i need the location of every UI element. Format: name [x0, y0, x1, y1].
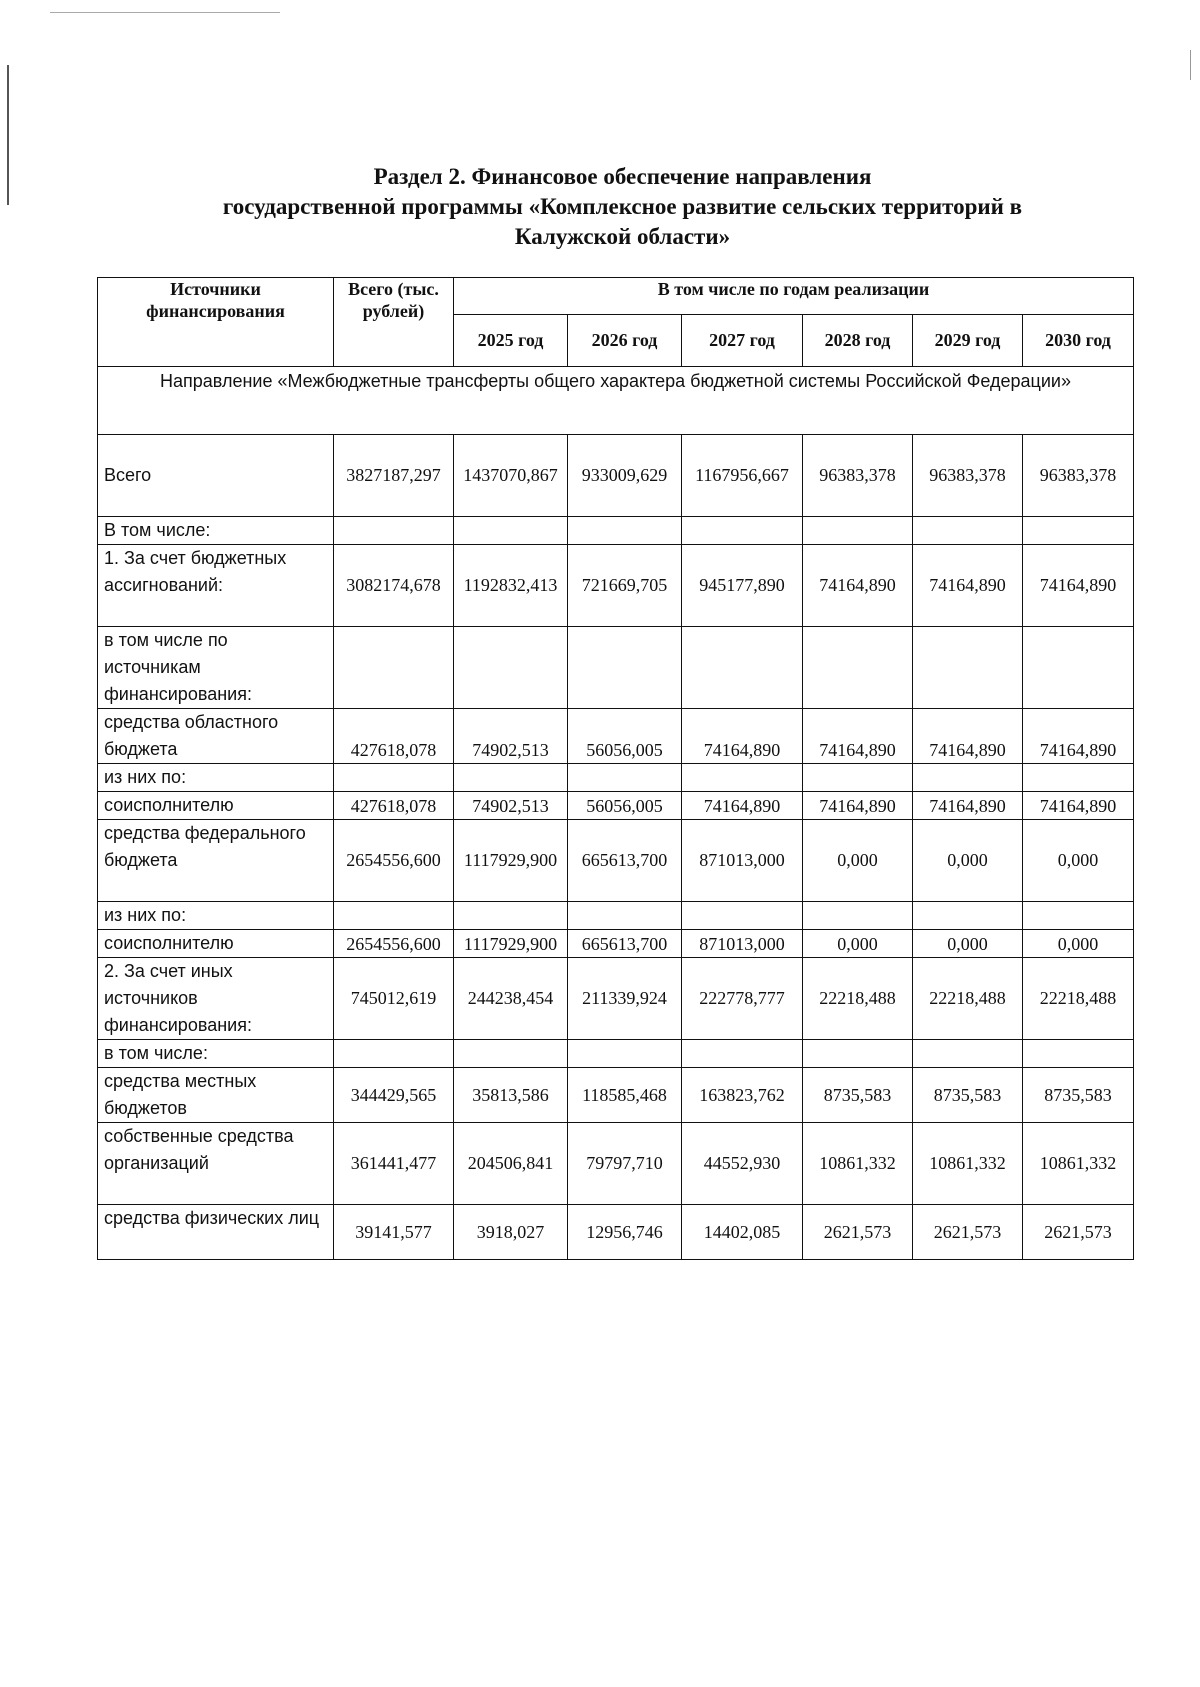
header-year-1: 2026 год — [568, 315, 682, 367]
row-label: средства местных бюджетов — [98, 1068, 334, 1123]
row-value-2025: 244238,454 — [454, 958, 568, 1040]
header-total: Всего (тыс. рублей) — [334, 278, 454, 367]
row-value-2030 — [1023, 1040, 1134, 1068]
row-value-2025: 204506,841 — [454, 1123, 568, 1205]
row-label: соисполнителю — [98, 930, 334, 958]
row-value-2027: 74164,890 — [682, 709, 803, 764]
row-value-2025 — [454, 627, 568, 709]
row-value-2027 — [682, 517, 803, 545]
table-row — [98, 1123, 1134, 1205]
row-total — [334, 1040, 454, 1068]
row-label: 2. За счет иных источников финансирования: — [98, 958, 334, 1040]
row-label: 1. За счет бюджетных ассигнований: — [98, 545, 334, 627]
row-value-2026: 56056,005 — [568, 709, 682, 764]
row-value-2028 — [803, 627, 913, 709]
row-value-2025: 35813,586 — [454, 1068, 568, 1123]
row-value-2029: 96383,378 — [913, 435, 1023, 517]
page-title — [100, 162, 1145, 252]
row-total: 361441,477 — [334, 1123, 454, 1205]
row-value-2029: 74164,890 — [913, 792, 1023, 820]
row-value-2026: 12956,746 — [568, 1205, 682, 1260]
row-value-2027: 222778,777 — [682, 958, 803, 1040]
row-value-2025: 1192832,413 — [454, 545, 568, 627]
row-value-2025 — [454, 902, 568, 930]
header-years-group: В том числе по годам реализации — [454, 278, 1134, 315]
row-value-2025 — [454, 1040, 568, 1068]
row-value-2026: 118585,468 — [568, 1068, 682, 1123]
table-row — [98, 958, 1134, 1040]
header-year-5: 2030 год — [1023, 315, 1134, 367]
row-total: 3827187,297 — [334, 435, 454, 517]
row-value-2029 — [913, 764, 1023, 792]
table-row — [98, 930, 1134, 958]
row-value-2026 — [568, 1040, 682, 1068]
row-value-2030 — [1023, 517, 1134, 545]
header-year-0: 2025 год — [454, 315, 568, 367]
row-value-2025: 74902,513 — [454, 792, 568, 820]
row-value-2025: 1117929,900 — [454, 930, 568, 958]
row-label: средства физических лиц — [98, 1205, 334, 1260]
row-total — [334, 764, 454, 792]
table-row — [98, 764, 1134, 792]
row-value-2027: 1167956,667 — [682, 435, 803, 517]
row-value-2026: 665613,700 — [568, 930, 682, 958]
row-total: 745012,619 — [334, 958, 454, 1040]
scan-mark-top — [50, 12, 280, 13]
row-value-2030: 2621,573 — [1023, 1205, 1134, 1260]
row-label: из них по: — [98, 902, 334, 930]
row-value-2025 — [454, 764, 568, 792]
row-total: 427618,078 — [334, 792, 454, 820]
row-total — [334, 627, 454, 709]
header-year-4: 2029 год — [913, 315, 1023, 367]
row-total — [334, 902, 454, 930]
row-total — [334, 517, 454, 545]
row-value-2028 — [803, 1040, 913, 1068]
row-value-2026: 933009,629 — [568, 435, 682, 517]
header-year-3: 2028 год — [803, 315, 913, 367]
row-value-2030: 96383,378 — [1023, 435, 1134, 517]
row-value-2027 — [682, 902, 803, 930]
row-value-2030: 0,000 — [1023, 820, 1134, 902]
row-value-2029 — [913, 627, 1023, 709]
table-row — [98, 435, 1134, 517]
row-label: собственные средства организаций — [98, 1123, 334, 1205]
table-row — [98, 1068, 1134, 1123]
row-value-2028: 96383,378 — [803, 435, 913, 517]
row-total: 344429,565 — [334, 1068, 454, 1123]
table-row — [98, 1205, 1134, 1260]
header-year-2: 2027 год — [682, 315, 803, 367]
row-value-2029 — [913, 517, 1023, 545]
row-value-2030 — [1023, 764, 1134, 792]
title-line-1: Раздел 2. Финансовое обеспечение направления — [373, 164, 872, 189]
row-value-2026: 56056,005 — [568, 792, 682, 820]
row-value-2030: 74164,890 — [1023, 545, 1134, 627]
scan-mark-right — [1190, 50, 1191, 80]
header-source: Источники финансирования — [98, 278, 334, 367]
row-label: соисполнителю — [98, 792, 334, 820]
row-total: 3082174,678 — [334, 545, 454, 627]
row-value-2028: 10861,332 — [803, 1123, 913, 1205]
table-row — [98, 820, 1134, 902]
title-line-2: государственной программы «Комплексное развитие сельских территорий в — [222, 194, 1023, 219]
row-value-2026 — [568, 517, 682, 545]
row-value-2025: 1117929,900 — [454, 820, 568, 902]
row-value-2027: 871013,000 — [682, 820, 803, 902]
row-value-2030: 10861,332 — [1023, 1123, 1134, 1205]
scan-mark-left — [7, 65, 9, 205]
row-label: в том числе по источникам финансирования: — [98, 627, 334, 709]
financing-table — [97, 277, 1134, 1260]
row-value-2028: 74164,890 — [803, 545, 913, 627]
row-value-2030 — [1023, 627, 1134, 709]
row-label: средства федерального бюджета — [98, 820, 334, 902]
row-value-2028: 0,000 — [803, 930, 913, 958]
row-value-2028: 74164,890 — [803, 792, 913, 820]
row-value-2028: 8735,583 — [803, 1068, 913, 1123]
table-row — [98, 545, 1134, 627]
row-value-2029: 8735,583 — [913, 1068, 1023, 1123]
table-row — [98, 709, 1134, 764]
row-total: 427618,078 — [334, 709, 454, 764]
row-value-2028 — [803, 902, 913, 930]
row-value-2027: 74164,890 — [682, 792, 803, 820]
row-value-2029: 74164,890 — [913, 545, 1023, 627]
row-value-2029: 0,000 — [913, 930, 1023, 958]
row-value-2029: 10861,332 — [913, 1123, 1023, 1205]
row-value-2030 — [1023, 902, 1134, 930]
table-row — [98, 792, 1134, 820]
table-row — [98, 902, 1134, 930]
row-label: В том числе: — [98, 517, 334, 545]
row-total: 2654556,600 — [334, 930, 454, 958]
row-value-2027: 14402,085 — [682, 1205, 803, 1260]
row-value-2029: 0,000 — [913, 820, 1023, 902]
row-value-2029: 22218,488 — [913, 958, 1023, 1040]
row-value-2028: 2621,573 — [803, 1205, 913, 1260]
section-label: Направление «Межбюджетные трансферты общего характера бюджетной системы Российской Федерации» — [98, 367, 1134, 435]
row-value-2028: 0,000 — [803, 820, 913, 902]
table-row — [98, 517, 1134, 545]
row-value-2027 — [682, 764, 803, 792]
row-value-2026 — [568, 764, 682, 792]
row-value-2028 — [803, 764, 913, 792]
row-value-2025: 3918,027 — [454, 1205, 568, 1260]
row-value-2029 — [913, 902, 1023, 930]
row-label: из них по: — [98, 764, 334, 792]
row-label: в том числе: — [98, 1040, 334, 1068]
row-value-2026 — [568, 902, 682, 930]
row-value-2026 — [568, 627, 682, 709]
row-value-2029: 74164,890 — [913, 709, 1023, 764]
row-value-2029: 2621,573 — [913, 1205, 1023, 1260]
row-value-2027: 945177,890 — [682, 545, 803, 627]
row-value-2030: 74164,890 — [1023, 709, 1134, 764]
title-line-3: Калужской области» — [514, 224, 731, 249]
row-label: Всего — [98, 435, 334, 517]
row-value-2027 — [682, 1040, 803, 1068]
row-total: 39141,577 — [334, 1205, 454, 1260]
table-row — [98, 627, 1134, 709]
row-value-2026: 665613,700 — [568, 820, 682, 902]
row-value-2030: 22218,488 — [1023, 958, 1134, 1040]
row-value-2028 — [803, 517, 913, 545]
row-value-2028: 22218,488 — [803, 958, 913, 1040]
row-label: средства областного бюджета — [98, 709, 334, 764]
row-value-2029 — [913, 1040, 1023, 1068]
row-value-2027: 44552,930 — [682, 1123, 803, 1205]
row-value-2026: 721669,705 — [568, 545, 682, 627]
row-value-2028: 74164,890 — [803, 709, 913, 764]
row-value-2027: 163823,762 — [682, 1068, 803, 1123]
row-value-2025: 1437070,867 — [454, 435, 568, 517]
row-value-2027: 871013,000 — [682, 930, 803, 958]
row-value-2025 — [454, 517, 568, 545]
row-value-2027 — [682, 627, 803, 709]
row-value-2030: 8735,583 — [1023, 1068, 1134, 1123]
row-value-2026: 211339,924 — [568, 958, 682, 1040]
row-value-2030: 74164,890 — [1023, 792, 1134, 820]
row-value-2025: 74902,513 — [454, 709, 568, 764]
row-value-2030: 0,000 — [1023, 930, 1134, 958]
table-row — [98, 1040, 1134, 1068]
row-total: 2654556,600 — [334, 820, 454, 902]
row-value-2026: 79797,710 — [568, 1123, 682, 1205]
